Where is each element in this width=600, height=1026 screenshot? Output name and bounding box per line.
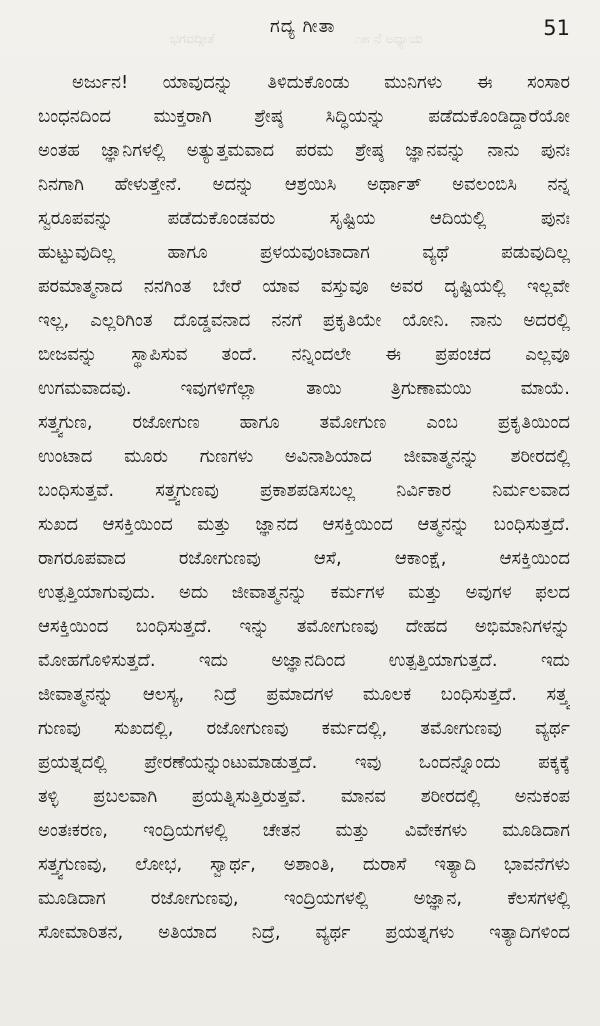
text-line: ಬಂಧನದಿಂದ ಮುಕ್ತರಾಗಿ ಶ್ರೇಷ್ಠ ಸಿದ್ಧಿಯನ್ನು ಪಡೆದುಕೊಂಡಿದ್ದಾರೆಯೋ [38, 106, 570, 127]
running-header [0, 14, 600, 46]
text-line: ಪ್ರಯತ್ನದಲ್ಲಿ ಪ್ರೇರಣೆಯನ್ನುಂಟುಮಾಡುತ್ತದೆ. ಇವು ಒಂದನ್ನೊಂದು ಪಕ್ಕಕ್ಕೆ [38, 752, 570, 773]
text-line: ರಾಗರೂಪವಾದ ರಜೋಗುಣವು ಆಸೆ, ಆಕಾಂಕ್ಷೆ, ಆಸಕ್ತಿಯಿಂದ [38, 548, 570, 569]
text-line: ಅಂತಹ ಜ್ಞಾನಿಗಳಲ್ಲಿ ಅತ್ಯುತ್ತಮವಾದ ಪರಮ ಶ್ರೇಷ್ಠ ಜ್ಞಾನವನ್ನು ನಾನು ಪುನಃ [38, 140, 570, 161]
text-line: ಉಗಮವಾದವು. ಇವುಗಳಿಗೆಲ್ಲಾ ತಾಯಿ ತ್ರಿಗುಣಾಮಯಿ ಮಾಯೆ. [38, 378, 570, 399]
text-line: ಉಂಟಾದ ಮೂರು ಗುಣಗಳು ಅವಿನಾಶಿಯಾದ ಜೀವಾತ್ಮನನ್ನು ಶರೀರದಲ್ಲಿ [38, 446, 570, 467]
text-line: ಆಸಕ್ತಿಯಿಂದ ಬಂಧಿಸುತ್ತದೆ. ಇನ್ನು ತಮೋಗುಣವು ದೇಹದ ಅಭಿಮಾನಿಗಳನ್ನು [38, 616, 570, 637]
text-line: ಮೂಡಿದಾಗ ರಜೋಗುಣವು, ಇಂದ್ರಿಯಗಳಲ್ಲಿ ಅಜ್ಞಾನ, ಕೆಲಸಗಳಲ್ಲಿ [38, 888, 570, 909]
running-head-title: ಗದ್ಯ ಗೀತಾ [270, 16, 336, 37]
text-line: ಇಲ್ಲ, ಎಲ್ಲರಿಗಿಂತ ದೊಡ್ಡವನಾದ ನನಗೆ ಪ್ರಕೃತಿಯೇ ಯೋನಿ. ನಾನು ಅದರಲ್ಲಿ [38, 310, 570, 331]
body-paragraph [38, 66, 570, 950]
text-line: ತಳ್ಳಿ ಪ್ರಬಲವಾಗಿ ಪ್ರಯತ್ನಿಸುತ್ತಿರುತ್ತವೆ. ಮಾನವ ಶರೀರದಲ್ಲಿ ಅನುಕಂಪ [38, 786, 570, 807]
text-line: ಸತ್ತ್ವಗುಣ, ರಜೋಗುಣ ಹಾಗೂ ತಮೋಗುಣ ಎಂಬ ಪ್ರಕೃತಿಯಿಂದ [38, 412, 570, 433]
text-line: ನಿನಗಾಗಿ ಹೇಳುತ್ತೇನೆ. ಅದನ್ನು ಆಶ್ರಯಿಸಿ ಅರ್ಥಾತ್ ಅವಲಂಬಿಸಿ ನನ್ನ [38, 174, 570, 195]
page-number: 51 [543, 16, 570, 40]
text-line: ಗುಣವು ಸುಖದಲ್ಲಿ, ರಜೋಗುಣವು ಕರ್ಮದಲ್ಲಿ, ತಮೋಗುಣವು ವ್ಯರ್ಥ [38, 718, 570, 739]
text-line: ಅರ್ಜುನ! ಯಾವುದನ್ನು ತಿಳಿದುಕೊಂಡು ಮುನಿಗಳು ಈ ಸಂಸಾರ [72, 72, 570, 93]
text-line: ಮೋಹಗೊಳಿಸುತ್ತದೆ. ಇದು ಅಜ್ಞಾನದಿಂದ ಉತ್ಪತ್ತಿಯಾಗುತ್ತದೆ. ಇದು [38, 650, 570, 671]
text-line: ಪರಮಾತ್ಮನಾದ ನನಗಿಂತ ಬೇರೆ ಯಾವ ವಸ್ತುವೂ ಅವರ ದೃಷ್ಟಿಯಲ್ಲಿ ಇಲ್ಲವೇ [38, 276, 570, 297]
text-line: ಉತ್ಪತ್ತಿಯಾಗುವುದು. ಅದು ಜೀವಾತ್ಮನನ್ನು ಕರ್ಮಗಳ ಮತ್ತು ಅವುಗಳ ಫಲದ [38, 582, 570, 603]
text-line: ಸತ್ತ್ವಗುಣವು, ಲೋಭ, ಸ್ವಾರ್ಥ, ಅಶಾಂತಿ, ದುರಾಸೆ ಇತ್ಯಾದಿ ಭಾವನೆಗಳು [38, 854, 570, 875]
text-line: ಸೋಮಾರಿತನ, ಅತಿಯಾದ ನಿದ್ರೆ, ವ್ಯರ್ಥ ಪ್ರಯತ್ನಗಳು ಇತ್ಯಾದಿಗಳಿಂದ [38, 922, 570, 943]
text-line: ಸ್ವರೂಪವನ್ನು ಪಡೆದುಕೊಂಡವರು ಸೃಷ್ಟಿಯ ಆದಿಯಲ್ಲಿ ಪುನಃ [38, 208, 570, 229]
bleed-through-text: ಭಗವದ್ಗೀತೆ [170, 32, 215, 47]
text-line: ಜೀವಾತ್ಮನನ್ನು ಆಲಸ್ಯ, ನಿದ್ರೆ ಪ್ರಮಾದಗಳ ಮೂಲಕ ಬಂಧಿಸುತ್ತದೆ. ಸತ್ತ್ವ [38, 684, 570, 705]
text-line: ಬೀಜವನ್ನು ಸ್ಥಾಪಿಸುವ ತಂದೆ. ನನ್ನಿಂದಲೇ ಈ ಪ್ರಪಂಚದ ಎಲ್ಲವೂ [38, 344, 570, 365]
text-line: ಹುಟ್ಟುವುದಿಲ್ಲ ಹಾಗೂ ಪ್ರಳಯವುಂಟಾದಾಗ ವ್ಯಥೆ ಪಡುವುದಿಲ್ಲ [38, 242, 570, 263]
text-line: ಬಂಧಿಸುತ್ತವೆ. ಸತ್ತ್ವಗುಣವು ಪ್ರಕಾಶಪಡಿಸಬಲ್ಲ ನಿರ್ವಿಕಾರ ನಿರ್ಮಲವಾದ [38, 480, 570, 501]
text-line: ಅಂತಃಕರಣ, ಇಂದ್ರಿಯಗಳಲ್ಲಿ ಚೇತನ ಮತ್ತು ವಿವೇಕಗಳು ಮೂಡಿದಾಗ [38, 820, 570, 841]
bleed-through-text: ೧೫ ನೆ ಅಧ್ಯಾಯ [355, 32, 423, 47]
text-line: ಸುಖದ ಆಸಕ್ತಿಯಿಂದ ಮತ್ತು ಜ್ಞಾನದ ಆಸಕ್ತಿಯಿಂದ ಆತ್ಮನನ್ನು ಬಂಧಿಸುತ್ತದೆ. [38, 514, 570, 535]
